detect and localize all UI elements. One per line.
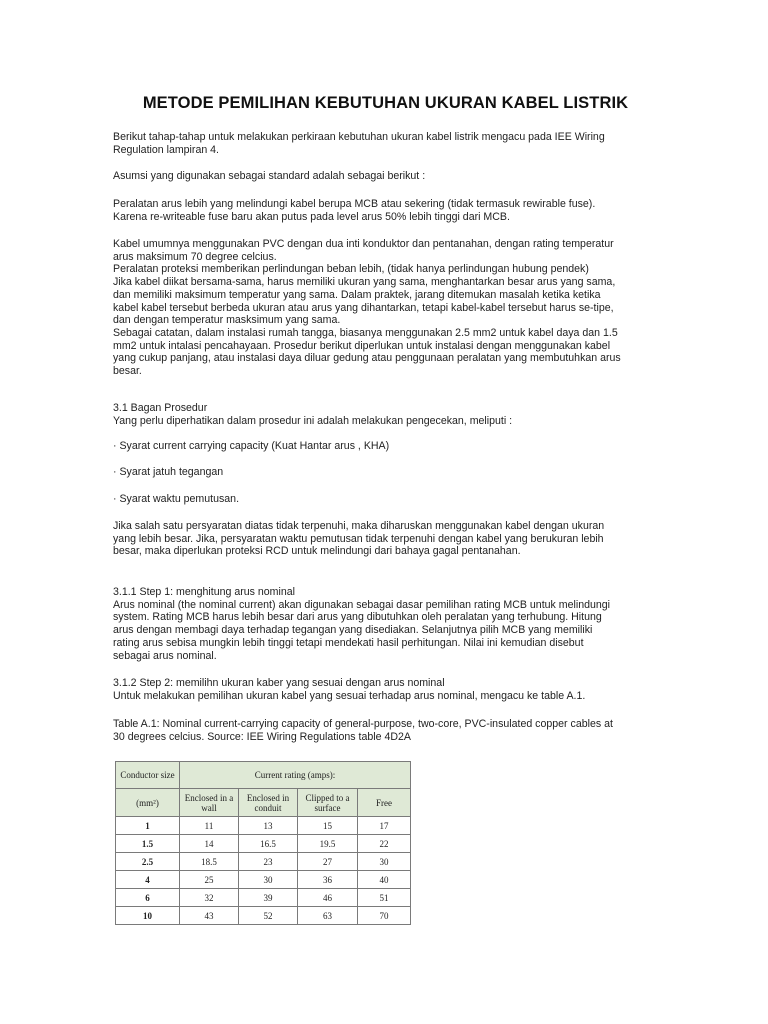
table-row [116, 889, 411, 907]
assumption-heading: Asumsi yang digunakan sebagai standard adalah sebagai berikut : [113, 170, 426, 182]
size-cell: 6 [116, 889, 180, 907]
step-2-paragraph: 3.1.2 Step 2: memilihn ukuran kaber yang sesuai dengan arus nominal Untuk melakukan pemilihan ukuran kabel yang sesuai terhadap arus nominal, mengacu ke table A.1. [113, 677, 586, 702]
value-cell: 19.5 [298, 835, 358, 853]
size-cell: 1 [116, 817, 180, 835]
value-cell: 39 [239, 889, 298, 907]
value-cell: 63 [298, 907, 358, 925]
size-cell: 10 [116, 907, 180, 925]
size-cell: 4 [116, 871, 180, 889]
value-cell: 18.5 [180, 853, 239, 871]
size-cell: 1.5 [116, 835, 180, 853]
table-row [116, 853, 411, 871]
bullet-disconnect-time: · Syarat waktu pemutusan. [113, 493, 240, 505]
document-title: METODE PEMILIHAN KEBUTUHAN UKURAN KABEL LISTRIK [142, 94, 629, 112]
current-rating-table [115, 761, 411, 925]
value-cell: 40 [358, 871, 411, 889]
value-cell: 23 [239, 853, 298, 871]
table-caption: Table A.1: Nominal current-carrying capacity of general-purpose, two-core, PVC-insulated copper cables at 30 degrees celcius. Source: IEE Wiring Regulations table 4D2A [113, 718, 613, 743]
value-cell: 27 [298, 853, 358, 871]
column-header: Free [358, 789, 411, 817]
table-row [116, 907, 411, 925]
section-3-1: 3.1 Bagan Prosedur Yang perlu diperhatikan dalam prosedur ini adalah melakukan pengecekan, meliputi : [113, 402, 513, 427]
value-cell: 46 [298, 889, 358, 907]
value-cell: 36 [298, 871, 358, 889]
value-cell: 17 [358, 817, 411, 835]
assumption-cable: Kabel umumnya menggunakan PVC dengan dua inti konduktor dan pentanahan, dengan rating temperatur arus maksimum 70 degree celcius. Peralatan proteksi memberikan perlindungan beban lebih, (tidak hanya perlindungan hubung pendek) Jika kabel diikat bersama-sama, harus memiliki ukuran yang sama, menghantarkan besar arus yang sama, dan memiliki maksimum temperatur yang sama. Dalam praktek, jarang ditemukan masalah ketika ketika kabel kabel tersebut berbeda ukuran atau arus yang dihantarkan, tetapi kabel-kabel tersebut harus se-tipe, dan dengan temperatur masksimum yang sama. Sebagai catatan, dalam instalasi rumah tangga, biasanya menggunakan 2.5 mm2 untuk kabel daya dan 1.5 mm2 untuk intalasi pencahayaan. Prosedur berikut diperlukan untuk instalasi dengan menggunakan kabel yang cukup panjang, atau instalasi daya diluar gedung atau penggunaan peralatan yang membutuhkan arus besar. [113, 238, 621, 378]
bullet-voltage-drop: · Syarat jatuh tegangan [113, 466, 224, 478]
document-page [113, 94, 658, 921]
value-cell: 16.5 [239, 835, 298, 853]
size-cell: 2.5 [116, 853, 180, 871]
value-cell: 15 [298, 817, 358, 835]
value-cell: 70 [358, 907, 411, 925]
value-cell: 25 [180, 871, 239, 889]
assumption-mcb: Peralatan arus lebih yang melindungi kabel berupa MCB atau sekering (tidak termasuk rewirable fuse). Karena re-writeable fuse baru akan putus pada level arus 50% lebih tinggi dari MCB. [113, 198, 596, 223]
value-cell: 32 [180, 889, 239, 907]
value-cell: 14 [180, 835, 239, 853]
table-row [116, 871, 411, 889]
value-cell: 11 [180, 817, 239, 835]
requirement-paragraph: Jika salah satu persyaratan diatas tidak terpenuhi, maka diharuskan menggunakan kabel dengan ukuran yang lebih besar. Jika, persyaratan waktu pemutusan tidak terpenuhi dengan kabel yang berukuran lebih besar, maka diperlukan proteksi RCD untuk melindungi dari bahaya gagal pentanahan. [113, 520, 605, 558]
column-header: Enclosed in conduit [239, 789, 298, 817]
value-cell: 30 [239, 871, 298, 889]
conductor-size-header: Conductor size [116, 762, 180, 789]
column-header: Clipped to a surface [298, 789, 358, 817]
value-cell: 51 [358, 889, 411, 907]
table-row [116, 835, 411, 853]
column-header: Enclosed in a wall [180, 789, 239, 817]
intro-paragraph: Berikut tahap-tahap untuk melakukan perkiraan kebutuhan ukuran kabel listrik mengacu pada IEE Wiring Regulation lampiran 4. [113, 131, 605, 156]
current-rating-header: Current rating (amps): [180, 762, 411, 789]
value-cell: 52 [239, 907, 298, 925]
step-1-paragraph: 3.1.1 Step 1: menghitung arus nominal Arus nominal (the nominal current) akan digunakan sebagai dasar pemilihan rating MCB untuk melindungi system. Rating MCB harus lebih besar dari arus yang dibutuhkan oleh peralatan yang terhubung. Hitung arus dengan membagi daya terhadap tegangan yang disediakan. Selanjutnya pilih MCB yang memiliki rating arus sebisa mungkin lebih tinggi tetapi mendekati hasil perhitungan. Nilai ini kemudian disebut sebagai arus nominal. [113, 586, 611, 662]
table-row [116, 817, 411, 835]
value-cell: 43 [180, 907, 239, 925]
unit-header: (mm²) [116, 789, 180, 817]
value-cell: 22 [358, 835, 411, 853]
bullet-kha: · Syarat current carrying capacity (Kuat Hantar arus , KHA) [113, 440, 390, 452]
value-cell: 13 [239, 817, 298, 835]
value-cell: 30 [358, 853, 411, 871]
